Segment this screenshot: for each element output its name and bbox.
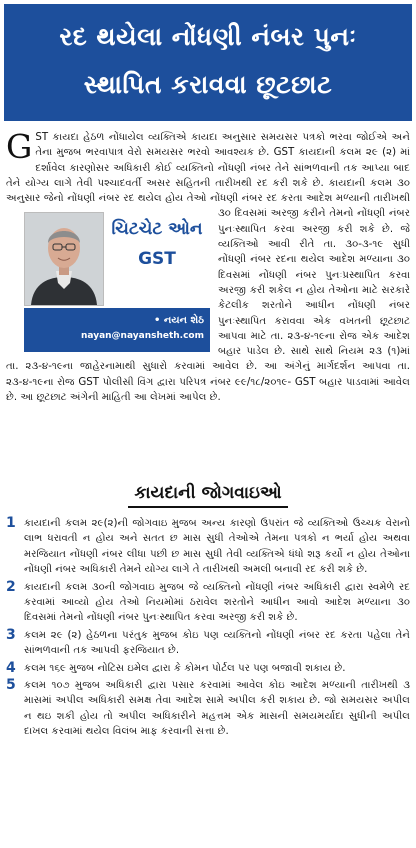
headline-line-2: સ્થાપિત કરાવવા છૂટછાટ bbox=[83, 70, 333, 99]
column-badge bbox=[104, 216, 210, 276]
author-name: • નયન શેઠ bbox=[154, 315, 204, 327]
item-text: કલમ ૧૬૯ મુજબ નોટિસ ઇમેલ દ્વારા કે કોમન પોર્ટલ પર પણ બજાવી શકાય છે. bbox=[24, 662, 346, 674]
lead-text-part-1: ST કાયદા હેઠળ નોંધાયેલ વ્યક્તિએ કાયદા અનુસાર સમયસર પત્રકો ભરવા જોઈએ અને તેના મુજબ ભરવાપાત્ર વેરો સમયસર ભરવો આવશ્યક છે. GST કાયદાની કલમ ૨૯ (૨) માં દર્શાવેલ કારણોસર અધિકારી કોઈ વ્યક્તિનો નોંધણી નંબર તેને સાંભળવાની તક આપ્યા બાદ તેને યોગ્ય લાગે તેવી પશ્ચાદવર્તી અસર સહિતની તારીખથી રદ કરી શકે છે. કાયદાની કલમ ૩૦ અનુસાર જેનો નોંધણી નંબર રદ થયેલ હોય તેઓ નોંધણી નંબર રદ કરતા આદેશ મળ્યાની તારીખથી ૩૦ દિવસમાં અરજી bbox=[6, 132, 410, 220]
headline-banner bbox=[4, 4, 412, 121]
list-item bbox=[6, 516, 410, 578]
section-title: કાયદાની જોગવાઇઓ bbox=[128, 480, 287, 508]
headline-line-1: રદ થયેલા નોંધણી નંબર પુનઃ bbox=[59, 22, 357, 51]
lead-text-part-2: કરીને તેમનો નોંધણી નંબર પુનઃસ્થાપિત કરવા અરજી કરી શકે છે. જે વ્યક્તિઓ આવી રીતે તા. ૩૦-૩-૧૯ સુધી નોંધણી નંબર રદના થયેલ આદેશ મળ્યાના ૩૦ દિવસમાં નોંધણી નંબર પુનઃપ્રસ્થાપિત કરવા અરજી કરી શકેલ ન હોય તેઓના માટે સરકારે કેટલીક શરતોને આધીન નોંધણી નંબર પુનઃસ્થાપિત કરાવવા એક વખતની છૂટછાટ આપવા માટે તા. ૨૩-૪-૧૯ના રોજ એક આદેશ બહાર પાડેલ છે. સાથે સાથે નિયમ ૨૩ (૧)માં તા. ૨૩-૪-૧૯ના જાહેરનામાથી સુધારો કરવામાં આવેલ છે. આ અંગેનું માર્ગદર્શન આપવા તા. ૨૩-૪-૧૯ના રોજ GST પોલીસી વિંગ દ્વારા પરિપત્ર નંબર ૯૯/૧૮/૨૦૧૯- GST બહાર પાડવામાં આવેલ છે. આ છૂટછાટ અંગેની માહિતી આ લેખમાં આપેલ છે. bbox=[6, 208, 410, 404]
item-number: 2 bbox=[6, 578, 16, 595]
item-number: 4 bbox=[6, 659, 16, 676]
item-text: કલમ ૧૦૭ મુજબ અધિકારી દ્વારા પસાર કરવામાં આવેલ કોઇ આદેશ મળ્યાની તારીખથી ૩ માસમાં અપીલ અધિકારી સમક્ષ તેવા આદેશ સામે અપીલ કરી શકાય છે. જો સમયસર અપીલ ન થઇ શકી હોય તો અપીલ અધિકારીને મહત્તમ એક માસની સમયમર્યાદા સુધીની અપીલ દાખલ કરવામાં થયેલ વિલંબ માફ કરવાની સત્તા છે. bbox=[24, 680, 410, 738]
item-number: 3 bbox=[6, 626, 16, 643]
section-heading bbox=[0, 480, 416, 508]
list-item bbox=[6, 678, 410, 740]
list-item bbox=[6, 628, 410, 659]
item-text: કલમ ૨૯ (૨) હેઠળના પરંતુક મુજબ કોઇ પણ વ્યક્તિનો નોંધણી નંબર રદ કરતા પહેલા તેને સાંભળવાની તક આપવી ફરજિયાત છે. bbox=[24, 629, 410, 657]
author-email-link[interactable]: nayan@nayansheth.com bbox=[81, 331, 204, 342]
item-text: કાયદાની કલમ ૩૦ની જોગવાઇ મુજબ જે વ્યક્તિનો નોંધણી નંબર અધિકારી દ્વારા સ્વમેળે રદ કરવામાં આવ્યો હોય તેઓ નિયમોમાં ઠરાવેલ શરતોને આધીન આવો આદેશ મળ્યાના ૩૦ દિવસમાં તેમનો નોંધણી નંબર પુનઃસ્થાપિત કરવા અરજી કરી શકે છે. bbox=[24, 581, 410, 624]
item-number: 5 bbox=[6, 677, 16, 694]
person-portrait-icon bbox=[25, 213, 103, 305]
list-item bbox=[6, 580, 410, 626]
item-number: 1 bbox=[6, 515, 16, 531]
column-byline-box bbox=[6, 210, 210, 356]
drop-cap: G bbox=[6, 127, 33, 166]
column-title: ચિટચેટ ઓન bbox=[111, 219, 203, 240]
item-text: કાયદાની કલમ ૨૯(૨)ની જોગવાઇ મુજબ અન્ય કારણો ઉપરાંત જે વ્યક્તિઓ ઉચ્ચક વેરાનો લાભ ધરાવતી ન હોય અને સતત છ માસ સુધી તેઓએ તેમના પત્રકો ન ભર્યા હોય અથવા મરજિયાત નોંધણી નંબર લીધા પછી છ માસ સુધી તેવી વ્યક્તિએ ધંધો શરૂ કર્યો ન હોય તેઓના નોંધણી નંબર અધિકારી તેમને યોગ્ય લાગે તે તારીખથી અમલી બનાવી રદ કરી શકે છે. bbox=[24, 518, 410, 576]
provisions-list bbox=[6, 516, 410, 742]
author-bar bbox=[24, 308, 210, 352]
list-item bbox=[6, 661, 410, 676]
column-subtitle: GST bbox=[138, 249, 176, 270]
author-photo bbox=[24, 212, 104, 306]
lead-paragraph bbox=[6, 127, 410, 470]
